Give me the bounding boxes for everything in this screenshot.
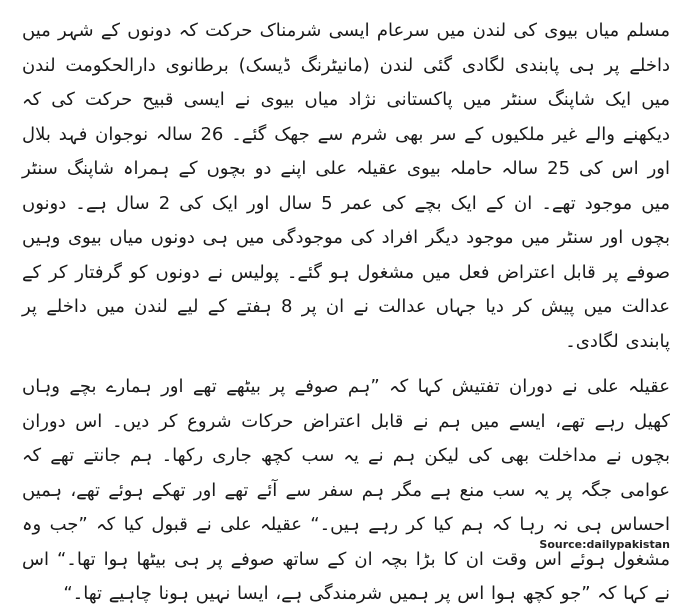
paragraph-1: مسلم میاں بیوی کی لندن میں سرعام ایسی شرمناک حرکت کہ دونوں کے شہر میں داخلے پر ہی پابندی لگادی گئی لندن (مانیٹرنگ ڈیسک) برطانوی دارالحکومت لندن میں ایک شاپنگ سنٹر میں پاکستانی نژاد میاں بیوی نے ایسی قبیح حرکت کی کہ دیکھنے والے غیر ملکیوں کے سر بھی شرم سے جھک گئے۔ 26 سالہ نوجوان فہد بلال اور اس کی 25 سالہ حاملہ بیوی عقیلہ علی اپنے دو بچوں کے ہمراہ شاپنگ سنٹر میں موجود تھے۔ ان کے ایک بچے کی عمر 5 سال اور ایک کی 2 سال ہے۔ دونوں بچوں اور سنٹر میں موجود دیگر افراد کی موجودگی میں ہی دونوں میاں بیوی وہیں صوفے پر قابل اعتراض فعل میں مشغول ہو گئے۔ پولیس نے دونوں کو گرفتار کر کے عدالت میں پیش کر دیا جہاں عدالت نے ان پر 8 ہفتے کے لیے لندن میں داخلے پر پابندی لگادی۔ [22, 20, 670, 352]
paragraph-2: عقیلہ علی نے دوران تفتیش کہا کہ ”ہم صوفے پر بیٹھے تھے اور ہمارے بچے وہاں کھیل رہے تھے، ایسے میں ہم نے قابل اعتراض حرکات شروع کر دیں۔ اس دوران بچوں نے مداخلت بھی کی لیکن ہم نے یہ سب کچھ جاری رکھا۔ ہم جانتے تھے کہ عوامی جگہ پر یہ سب منع ہے مگر ہم سفر سے آئے تھے اور تھکے ہوئے تھے، ہمیں احساس ہی نہ رہا کہ ہم کیا کر رہے ہیں۔“ عقیلہ علی نے قبول کیا کہ ”جب وہ مشغول ہوئے اس وقت ان کا بڑا بچہ ان کے ساتھ صوفے پر ہی بیٹھا ہوا تھا۔“ اس نے کہا کہ ”جو کچھ ہوا اس پر ہمیں شرمندگی ہے، ایسا نہیں ہونا چاہیے تھا۔“ [22, 376, 670, 604]
article-body [22, 14, 670, 612]
source-credit: Source:dailypakistan [539, 538, 670, 551]
